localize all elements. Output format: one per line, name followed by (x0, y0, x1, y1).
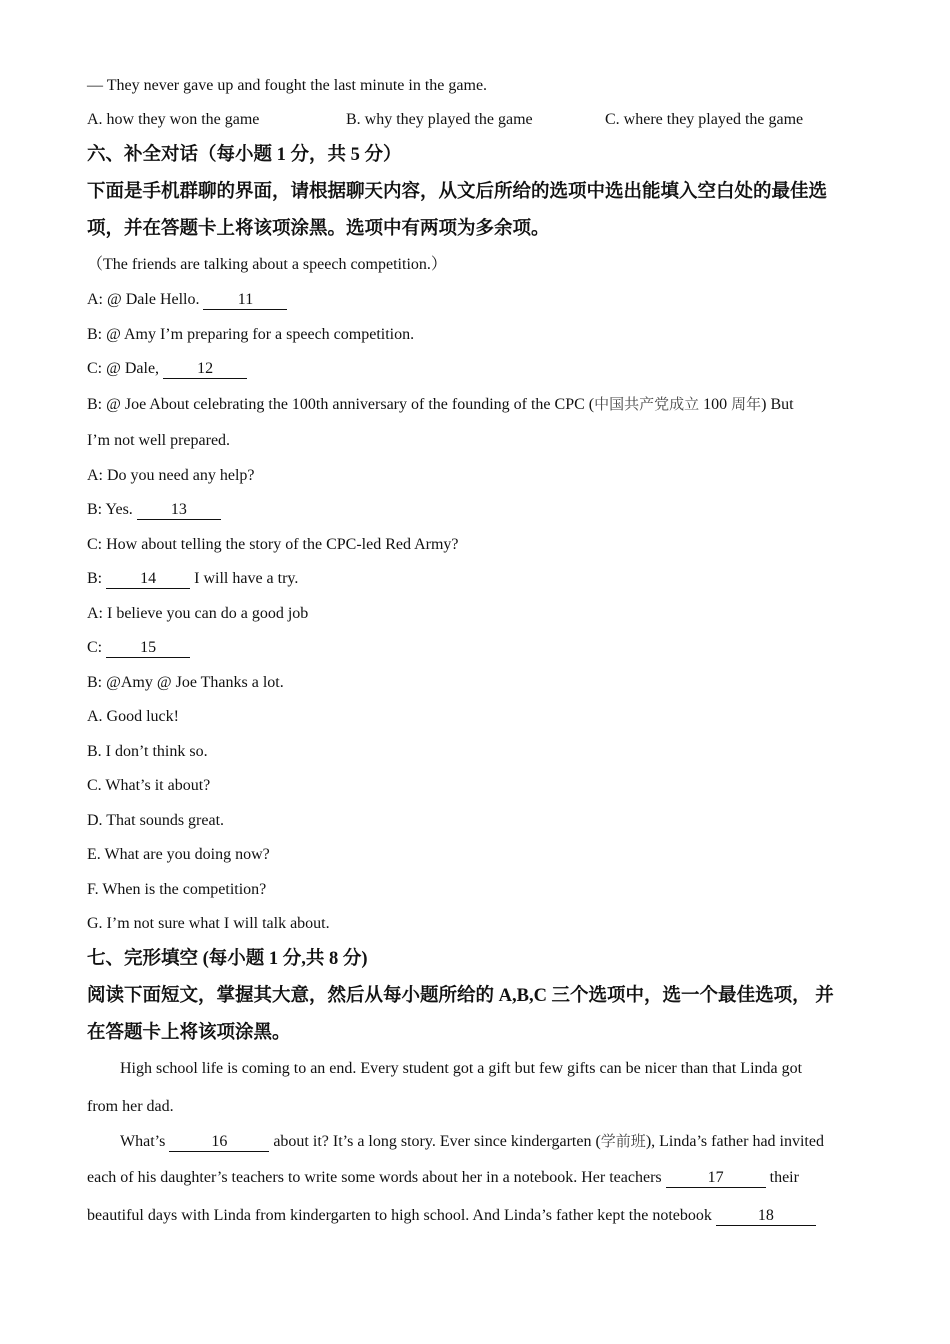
dialogue-line: C: How about telling the story of the CPC-led Red Army? (87, 536, 459, 553)
passage-text: about it? It’s a long story. Ever since kindergarten ( (269, 1133, 601, 1150)
dialogue-line: A: Do you need any help? (87, 467, 255, 484)
option-a: A. how they won the game (87, 111, 260, 128)
dialogue-text: B: Yes. (87, 501, 137, 518)
blank-18: 18 (716, 1207, 816, 1226)
blank-13: 13 (137, 501, 221, 520)
dialogue-line (87, 638, 190, 658)
section6-instruction-2: 项，并在答题卡上将该项涂黑。选项中有两项为多余项。 (87, 219, 550, 239)
dialogue-context: （The friends are talking about a speech competition.） (87, 256, 447, 273)
section7-heading: 七、完形填空 (每小题 1 分,共 8 分) (87, 949, 368, 969)
section6-heading: 六、补全对话（每小题 1 分，共 5 分） (87, 145, 402, 165)
choice-c: C. What’s it about? (87, 777, 211, 794)
dialogue-line (87, 569, 298, 589)
dialogue-line: B: @Amy @ Joe Thanks a lot. (87, 674, 284, 691)
passage-text: their (765, 1169, 799, 1186)
top-answer-line: — They never gave up and fought the last minute in the game. (87, 77, 488, 94)
dialogue-line (87, 290, 287, 310)
blank-17: 17 (666, 1169, 766, 1188)
choice-a: A. Good luck! (87, 708, 179, 725)
dialogue-line: B: @ Amy I’m preparing for a speech competition. (87, 326, 415, 343)
dialogue-text: B: @ Joe About celebrating the 100th anniversary of the founding of the CPC ( (87, 396, 595, 413)
dialogue-line (87, 359, 247, 379)
passage-text: What’s (120, 1133, 170, 1150)
passage-text: each of his daughter’s teachers to write some words about her in a notebook. Her teachers (87, 1169, 666, 1186)
section7-instruction-1: 阅读下面短文，掌握其大意，然后从每小题所给的 A,B,C 三个选项中，选一个最佳选项， 并 (87, 986, 834, 1006)
blank-11: 11 (203, 291, 287, 310)
chinese-gloss: 学前班 (600, 1132, 646, 1150)
section6-instruction-1: 下面是手机群聊的界面，请根据聊天内容，从文后所给的选项中选出能填入空白处的最佳选 (87, 182, 828, 202)
chinese-gloss: 中国共产党成立 (594, 395, 700, 413)
blank-12: 12 (163, 360, 247, 379)
dialogue-text: A: @ Dale Hello. (87, 291, 204, 308)
dialogue-text: C: (87, 639, 107, 656)
choice-e: E. What are you doing now? (87, 846, 270, 863)
passage-text: beautiful days with Linda from kindergarten to high school. And Linda’s father kept the notebook (87, 1207, 716, 1224)
blank-15: 15 (106, 639, 190, 658)
choice-g: G. I’m not sure what I will talk about. (87, 915, 330, 932)
choice-d: D. That sounds great. (87, 812, 225, 829)
dialogue-text: C: @ Dale, (87, 360, 164, 377)
dialogue-line (87, 394, 794, 415)
dialogue-line (87, 500, 221, 520)
dialogue-line: A: I believe you can do a good job (87, 605, 309, 622)
passage-line: High school life is coming to an end. Every student got a gift but few gifts can be nicer than that Linda got (120, 1060, 803, 1077)
blank-14: 14 (106, 570, 190, 589)
dialogue-text: B: (87, 570, 107, 587)
option-b: B. why they played the game (346, 111, 533, 128)
blank-16: 16 (169, 1133, 269, 1152)
passage-line (87, 1168, 799, 1188)
choice-b: B. I don’t think so. (87, 743, 208, 760)
passage-text: ), Linda’s father had invited (645, 1133, 824, 1150)
dialogue-text: I will have a try. (190, 570, 299, 587)
passage-line (87, 1206, 816, 1226)
dialogue-text: 100 (699, 396, 732, 413)
passage-line: from her dad. (87, 1098, 174, 1115)
passage-line (120, 1131, 824, 1152)
dialogue-line: I’m not well prepared. (87, 432, 231, 449)
choice-f: F. When is the competition? (87, 881, 267, 898)
section7-instruction-2: 在答题卡上将该项涂黑。 (87, 1023, 291, 1043)
option-c: C. where they played the game (605, 111, 804, 128)
chinese-gloss: 周年 (731, 395, 762, 413)
dialogue-text: ) But (761, 396, 794, 413)
